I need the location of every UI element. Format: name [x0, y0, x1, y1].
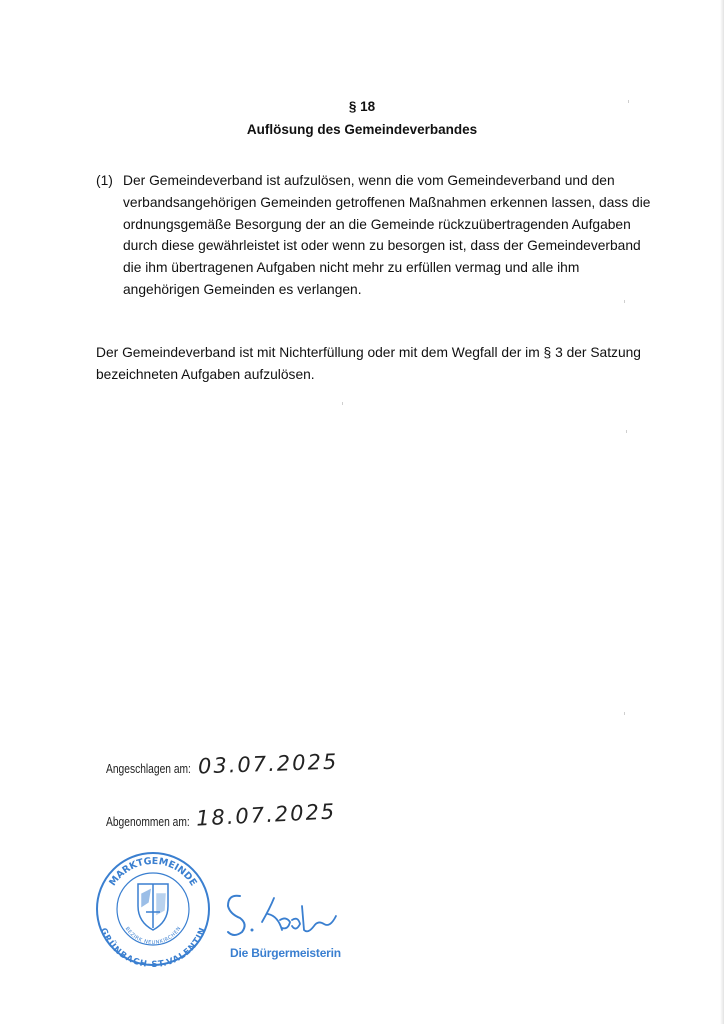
paragraph-line: ordnungsgemäße Besorgung der an die Gemeinde rückzuübertragenden Aufgaben: [123, 216, 631, 232]
scan-speck: [626, 430, 627, 433]
svg-text:MARKTGEMEINDE: MARKTGEMEINDE: [107, 855, 199, 889]
paragraph-1-text: [123, 170, 656, 301]
removed-date: 18.07.2025: [195, 799, 337, 831]
svg-text:BEZIRK NEUNKIRCHEN: BEZIRK NEUNKIRCHEN: [123, 926, 183, 947]
paragraph-1: [96, 170, 656, 301]
signature-scribble: [222, 886, 342, 946]
scan-speck: [342, 402, 343, 405]
page-edge: [720, 0, 724, 1024]
posted-label: Angeschlagen am:: [106, 762, 191, 776]
official-seal-stamp: [94, 850, 212, 968]
paragraph-line: durch diese gewährleistet ist oder wenn zu besorgen ist, dass der Gemeindeverband: [123, 238, 641, 254]
coat-of-arms-icon: [138, 884, 168, 930]
paragraph-line: bezeichneten Aufgaben aufzulösen.: [96, 366, 315, 382]
scan-speck: [628, 100, 629, 103]
posted-date: 03.07.2025: [197, 749, 339, 779]
paragraph-line: verbandsangehörigen Gemeinden getroffenen Maßnahmen erkennen lassen, dass die: [123, 194, 651, 210]
scan-speck: [624, 300, 625, 303]
paragraph-1-number: (1): [96, 173, 113, 188]
paragraph-line: Der Gemeindeverband ist mit Nichterfüllung oder mit dem Wegfall der im § 3 der Satzung: [96, 345, 641, 360]
paragraph-line: Der Gemeindeverband ist aufzulösen, wenn die vom Gemeindeverband und den: [123, 173, 615, 188]
section-title: Auflösung des Gemeindeverbandes: [246, 122, 478, 137]
paragraph-line: angehörigen Gemeinden es verlangen.: [123, 281, 362, 297]
signatory-role: Die Bürgermeisterin: [230, 946, 341, 960]
paragraph-2: [96, 342, 656, 386]
section-number: § 18: [348, 99, 376, 114]
scan-speck: [624, 712, 625, 715]
paragraph-line: die ihm übertragenen Aufgaben nicht mehr zu erfüllen vermag und alle ihm: [123, 260, 580, 276]
removed-label: Abgenommen am:: [106, 815, 190, 829]
svg-text:GRÜNBACH-ST.VALENTIN: GRÜNBACH-ST.VALENTIN: [97, 926, 209, 968]
